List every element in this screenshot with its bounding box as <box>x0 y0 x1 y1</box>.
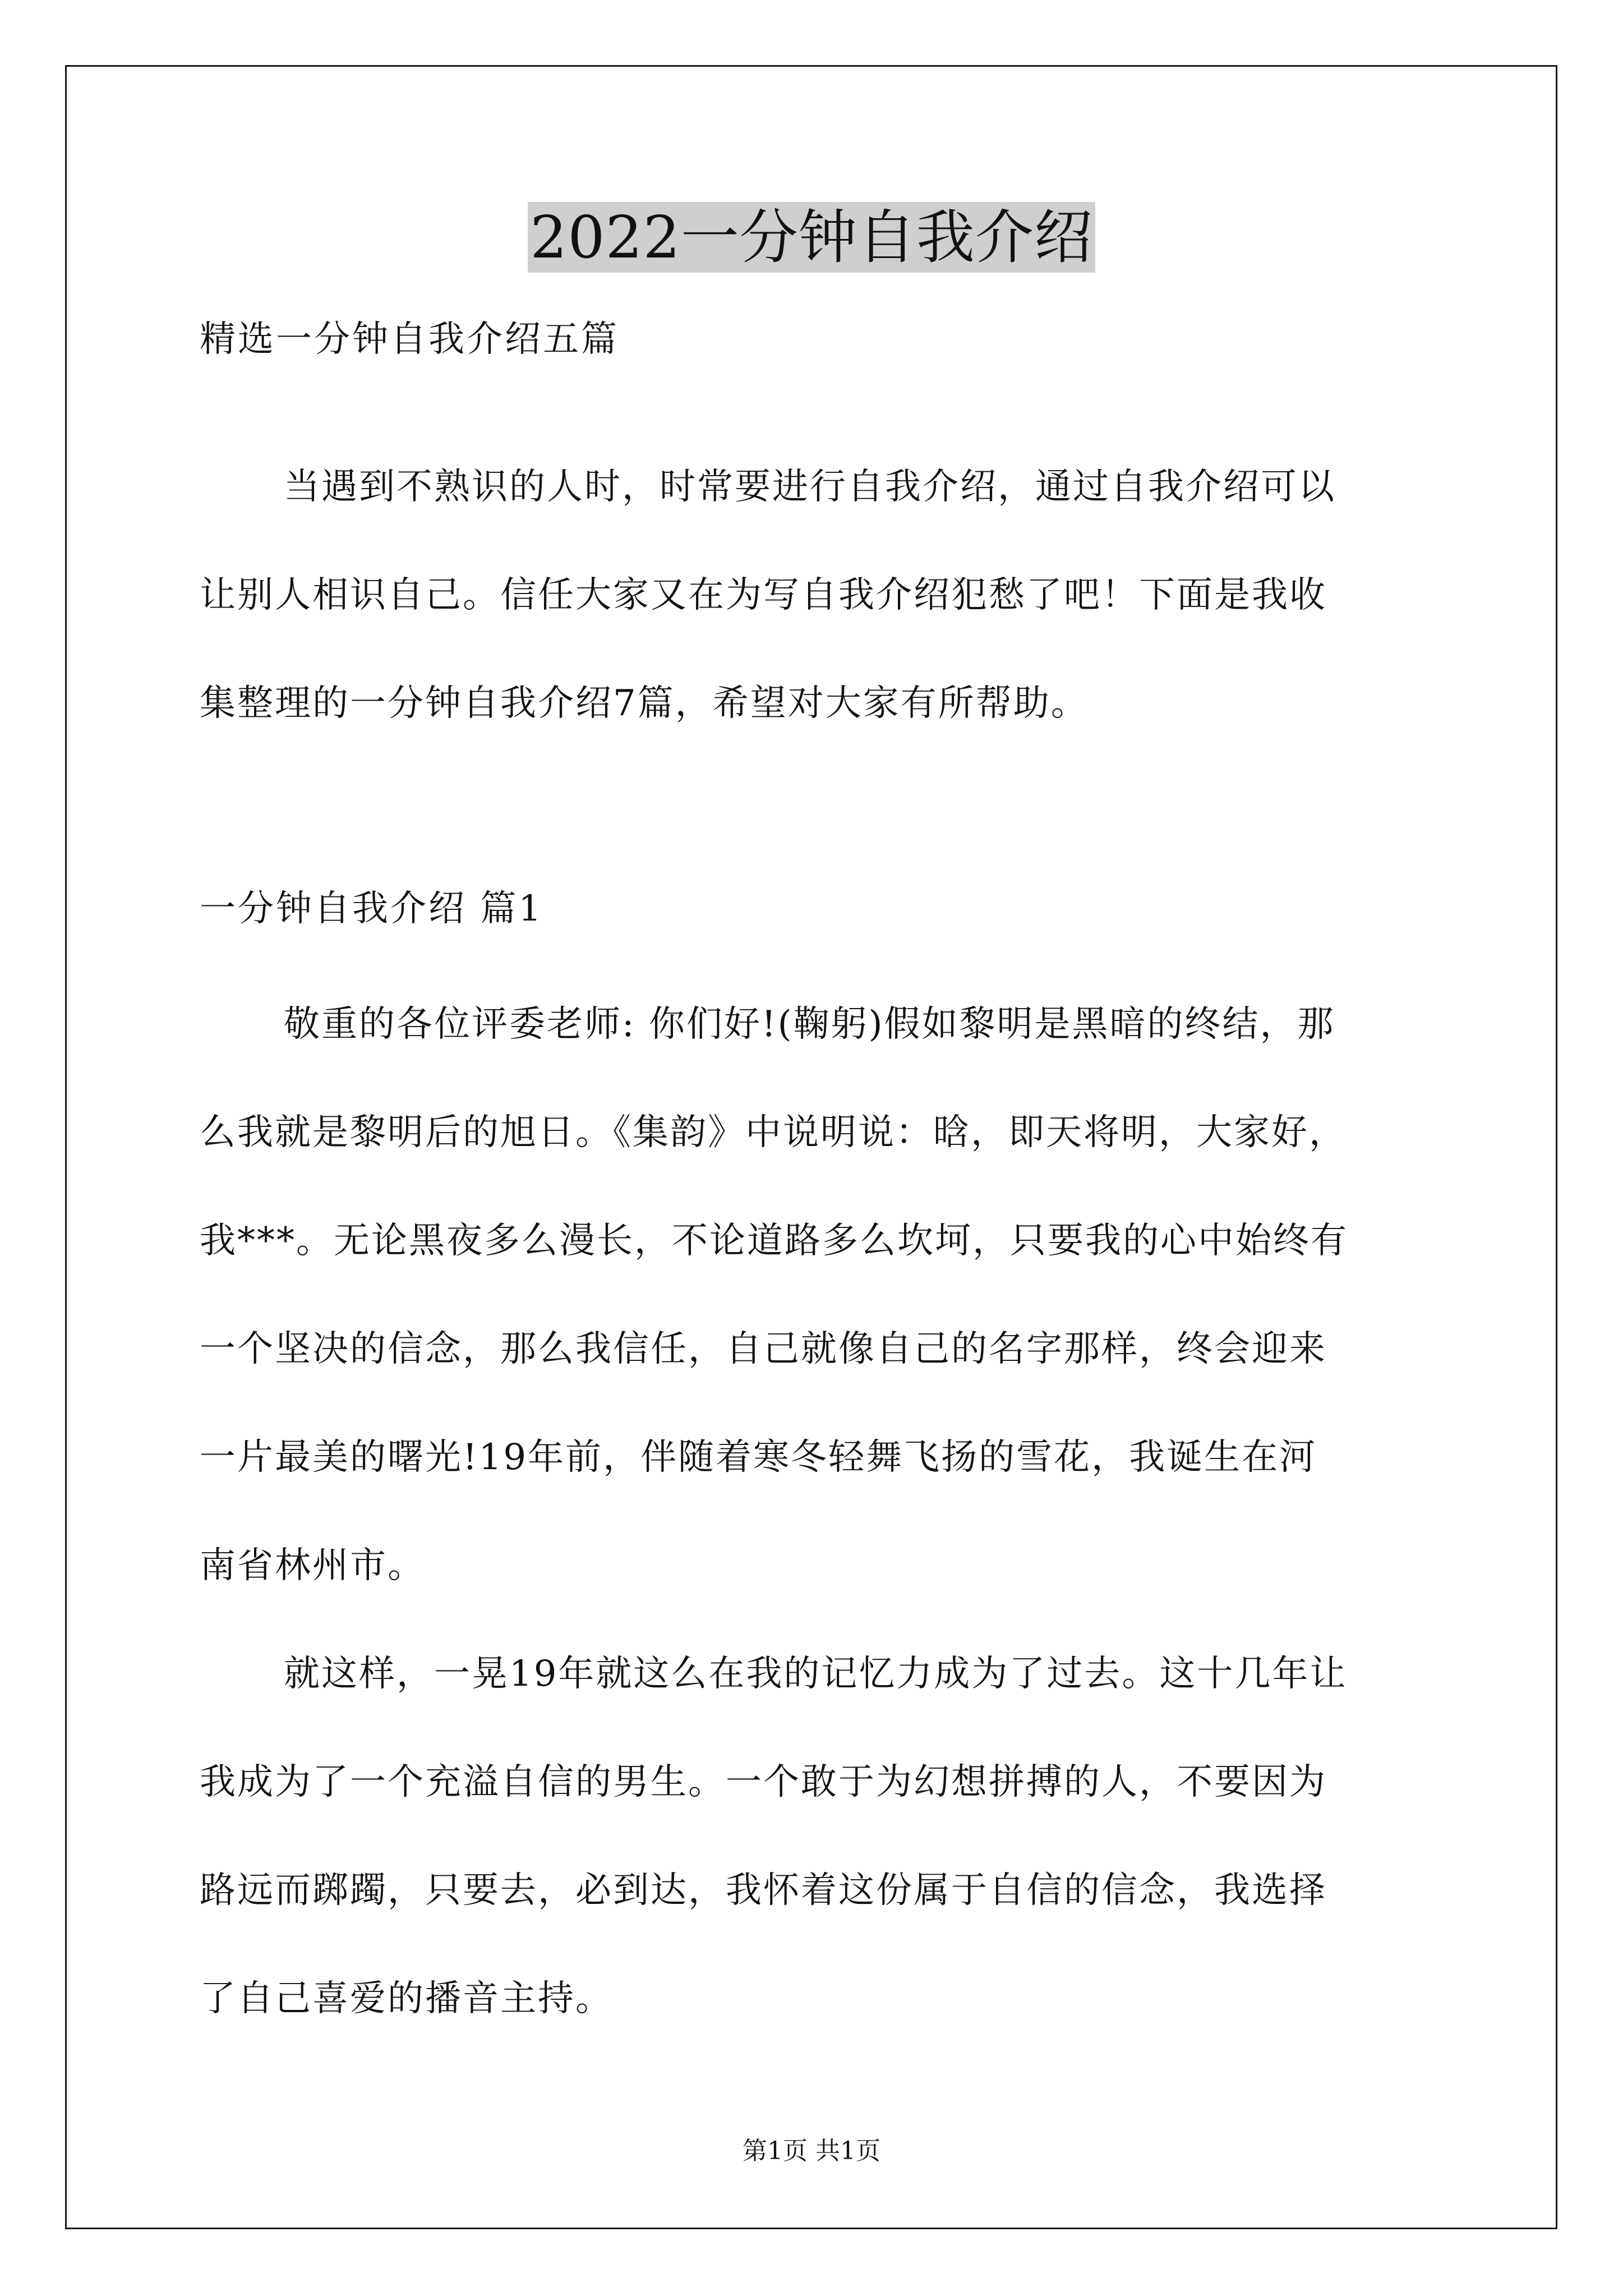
intro-paragraph <box>200 433 1433 758</box>
paragraph-line: 我***。无论黑夜多么漫长，不论道路多么坎坷，只要我的心中始终有 <box>200 1220 1348 1262</box>
document-title: 2022一分钟自我介绍 <box>528 202 1095 273</box>
section1-paragraph-2 <box>200 1620 1433 2053</box>
paragraph-line: 南省林州市。 <box>200 1545 425 1586</box>
paragraph-line: 一片最美的曙光!19年前，伴随着寒冬轻舞飞扬的雪花，我诞生在河 <box>200 1437 1317 1478</box>
title-container <box>0 202 1623 273</box>
paragraph-line: 当遇到不熟识的人时，时常要进行自我介绍，通过自我介绍可以 <box>284 466 1336 508</box>
paragraph-line: 我成为了一个充溢自信的男生。一个敢于为幻想拼搏的人，不要因为 <box>200 1761 1327 1803</box>
paragraph-line: 集整理的一分钟自我介绍7篇，希望对大家有所帮助。 <box>200 683 1089 724</box>
paragraph-line: 敬重的各位评委老师: 你们好!(鞠躬)假如黎明是黑暗的终结，那 <box>284 1004 1335 1045</box>
paragraph-line: 路远而踯躅，只要去，必到达，我怀着这份属于自信的信念，我选择 <box>200 1870 1327 1911</box>
paragraph-line: 就这样，一晃19年就这么在我的记忆力成为了过去。这十几年让 <box>284 1653 1348 1695</box>
paragraph-line: 么我就是黎明后的旭日。《集韵》中说明说：晗，即天将明，大家好， <box>200 1112 1347 1153</box>
page-footer: 第1页 共1页 <box>743 2137 880 2165</box>
section-heading: 一分钟自我介绍 篇1 <box>200 888 544 930</box>
paragraph-line: 一个坚决的信念，那么我信任，自己就像自己的名字那样，终会迎来 <box>200 1328 1327 1370</box>
paragraph-line: 了自己喜爱的播音主持。 <box>200 1978 613 2019</box>
section1-paragraph-1 <box>200 970 1433 1620</box>
paragraph-line: 让别人相识自己。信任大家又在为写自我介绍犯愁了吧！下面是我收 <box>200 574 1327 616</box>
document-subtitle: 精选一分钟自我介绍五篇 <box>200 319 619 360</box>
